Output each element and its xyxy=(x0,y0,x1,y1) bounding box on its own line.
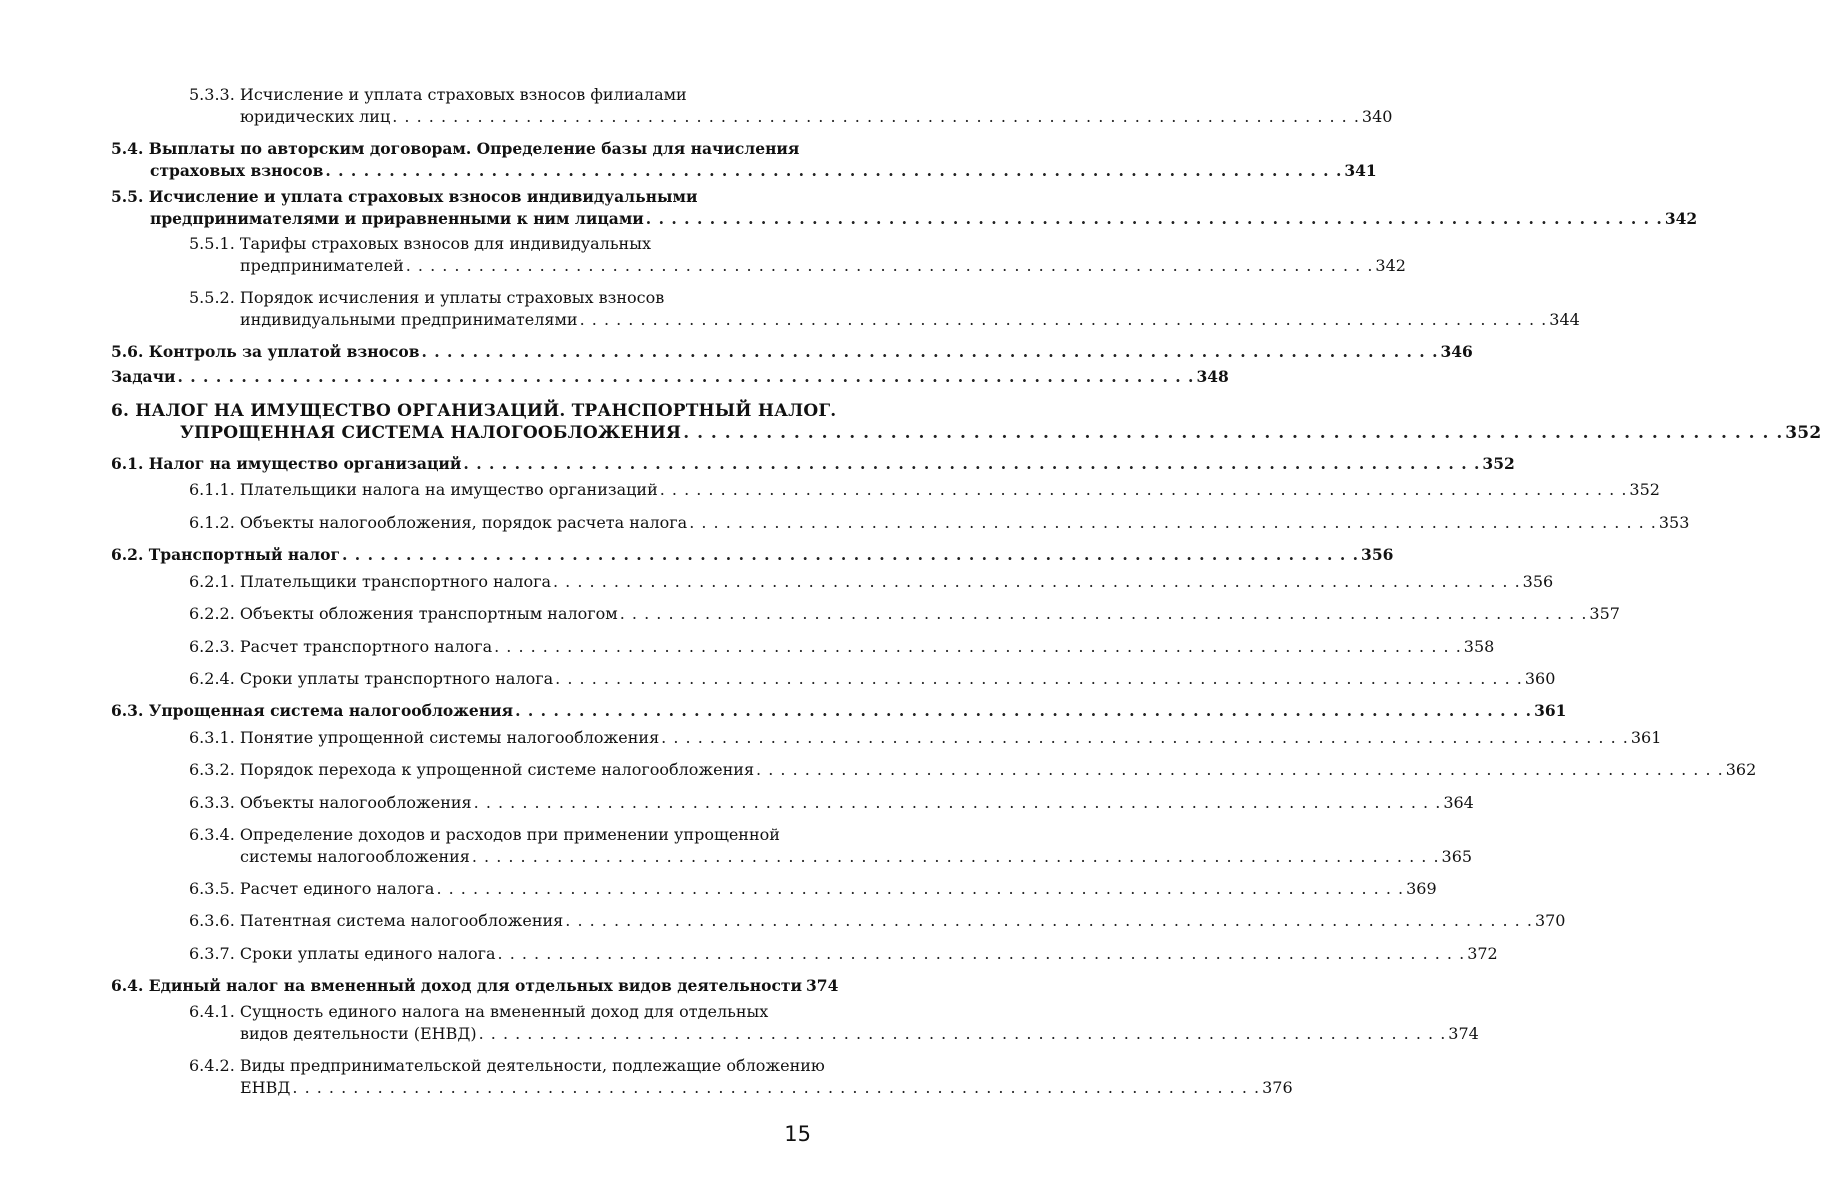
toc-entry-page: 365 xyxy=(1441,847,1473,866)
toc-line-with-page xyxy=(240,106,1393,128)
dot-leader: . . . . . . . . . . . . . . . . . . . . . . . . . . . . . . . . . . . . . . . . . . . . . . . . . . . . . . . . . . . . . . . . . . . . . . . . . . . . . . . . xyxy=(478,1024,1447,1043)
dot-leader: . . . . . . . . . . . . . . . . . . . . . . . . . . . . . . . . . . . . . . . . . . . . . . . . . . . . . . . . . . . . . . . . . . . . . . . . . . . . . . . . xyxy=(494,637,1462,656)
toc-line-with-page xyxy=(189,943,1498,965)
toc-entry-title: 6.4.1. Сущность единого налога на вмененный доход для отдельных xyxy=(189,1002,769,1021)
dot-leader: . . . . . . . . . . . . . . . . . . . . . . . . . . . . . . . . . . . . . . . . . . . . . . . . . . . . . . . . . . . . . . . . . . . . . . . . . . . . . . . . xyxy=(463,454,1481,473)
dot-leader: . . . . . . . . . . . . . . . . . . . . . . . . . . . . . . . . . . . . . . . . . . . . . . . . . . . . . . . . . . . . . . . . . . . . . . . . . . . . . . . . xyxy=(421,342,1439,361)
toc-entry-title: системы налогообложения xyxy=(240,847,470,866)
toc-line-with-page xyxy=(189,512,1690,534)
toc-entry-title: 6.1.1. Плательщики налога на имущество организаций xyxy=(189,480,658,499)
toc-line xyxy=(189,233,651,255)
dot-leader: . . . . . . . . . . . . . . . . . . . . . . . . . . . . . . . . . . . . . . . . . . . . . . . . . . . . . . . . . . . . . . . . . . . . . . . . . . . . . . . . xyxy=(565,911,1533,930)
toc-line xyxy=(111,400,836,422)
dot-leader: . . . . . . . . . . . . . . . . . . . . . . . . . . . . . . . . . . . . . . . . . . . . . . . . . . . . . . . . . . . . . . . . . . . . . . . . . . . . . . . . xyxy=(683,423,1784,443)
toc-entry-page: 348 xyxy=(1196,367,1229,386)
toc-line-with-page xyxy=(180,422,1821,444)
toc-entry-title: видов деятельности (ЕНВД) xyxy=(240,1024,477,1043)
toc-entry-page: 357 xyxy=(1589,604,1620,623)
dot-leader: . . . . . . . . . . . . . . . . . . . . . . . . . . . . . . . . . . . . . . . . . . . . . . . . . . . . . . . . . . . . . . . . . . . . . . . . . . . . . . . . xyxy=(497,944,1466,963)
dot-leader: . . . . . . . . . . . . . . . . . . . . . . . . . . . . . . . . . . . . . . . . . . . . . . . . . . . . . . . . . . . . . . . . . . . . . . . . . . . . . . . . xyxy=(555,669,1523,688)
toc-entry-title: 6.3.1. Понятие упрощенной системы налогообложения xyxy=(189,728,660,747)
toc-entry-page: 352 xyxy=(1482,454,1515,473)
toc-entry-title: страховых взносов xyxy=(150,161,324,180)
dot-leader: . . . . . . . . . . . . . . . . . . . . . . . . . . . . . . . . . . . . . . . . . . . . . . . . . . . . . . . . . . . . . . . . . . . . . . . . . . . . . . . . xyxy=(515,701,1533,720)
dot-leader: . . . . . . . . . . . . . . . . . . . . . . . . . . . . . . . . . . . . . . . . . . . . . . . . . . . . . . . . . . . . . . . . . . . . . . . . . . . . . . . . xyxy=(579,310,1548,329)
toc-entry-page: 352 xyxy=(1629,480,1660,499)
toc-entry-title: 6.2.4. Сроки уплаты транспортного налога xyxy=(189,669,554,688)
toc-entry-page: 352 xyxy=(1785,423,1821,443)
dot-leader: . . . . . . . . . . . . . . . . . . . . . . . . . . . . . . . . . . . . . . . . . . . . . . . . . . . . . . . . . . . . . . . . . . . . . . . . . . . . . . . . xyxy=(473,793,1442,812)
toc-entry-title: 5.3.3. Исчисление и уплата страховых взносов филиалами xyxy=(189,85,687,104)
toc-entry-title: предпринимателей xyxy=(240,256,404,275)
toc-line-with-page xyxy=(111,366,1229,388)
toc-line-with-page xyxy=(189,603,1620,625)
toc-line xyxy=(189,84,687,106)
toc-entry-page: 346 xyxy=(1440,342,1473,361)
toc-entry-title: 6.3. Упрощенная система налогообложения xyxy=(111,701,514,720)
toc-line-with-page xyxy=(111,700,1567,722)
toc-entry-title: УПРОЩЕННАЯ СИСТЕМА НАЛОГООБЛОЖЕНИЯ xyxy=(180,423,682,443)
dot-leader: . . . . . . . . . . . . . . . . . . . . . . . . . . . . . . . . . . . . . . . . . . . . . . . . . . . . . . . . . . . . . . . . . . . . . . . . . . . . . . . . xyxy=(661,728,1629,747)
toc-line xyxy=(189,824,780,846)
dot-leader: . . . . . . . . . . . . . . . . . . . . . . . . . . . . . . . . . . . . . . . . . . . . . . . . . . . . . . . . . . . . . . . . . . . . . . . . . . . . . . . . xyxy=(342,545,1360,564)
toc-line-with-page xyxy=(189,878,1437,900)
toc-entry-page: 342 xyxy=(1664,209,1698,228)
toc-line-with-page xyxy=(150,208,1698,230)
toc-entry-page: 344 xyxy=(1549,310,1580,329)
toc-line xyxy=(189,1001,768,1023)
toc-line-with-page xyxy=(111,341,1473,363)
toc-entry-page: 341 xyxy=(1344,161,1377,180)
dot-leader: . . . . . . . . . . . . . . . . . . . . . . . . . . . . . . . . . . . . . . . . . . . . . . . . . . . . . . . . . . . . . . . . . . . . . . . . . . . . . . . . xyxy=(619,604,1588,623)
toc-entry-page: 376 xyxy=(1262,1078,1293,1097)
toc-line-with-page xyxy=(240,309,1580,331)
toc-entry-title: 6.3.3. Объекты налогообложения xyxy=(189,793,472,812)
toc-entry-title: 6.2.1. Плательщики транспортного налога xyxy=(189,572,551,591)
toc-entry-page: 356 xyxy=(1361,545,1394,564)
toc-entry-page: 360 xyxy=(1524,669,1556,688)
toc-entry-title: 6.3.2. Порядок перехода к упрощенной системе налогообложения xyxy=(189,760,755,779)
toc-entry-page: 374 xyxy=(1448,1024,1479,1043)
toc-entry-title: 6.1.2. Объекты налогообложения, порядок расчета налога xyxy=(189,513,688,532)
toc-entry-title: 6.3.7. Сроки уплаты единого налога xyxy=(189,944,496,963)
toc-entry-title: юридических лиц xyxy=(240,107,391,126)
dot-leader: . . . . . . . . . . . . . . . . . . . . . . . . . . . . . . . . . . . . . . . . . . . . . . . . . . . . . . . . . . . . . . . . . . . . . . . . . . . . . . . . xyxy=(292,1078,1261,1097)
toc-entry-title: 6.4. Единый налог на вмененный доход для отдельных видов деятельности xyxy=(111,976,802,995)
toc-entry-page: 361 xyxy=(1534,701,1567,720)
toc-line-with-page xyxy=(240,1077,1293,1099)
toc-entry-title: 5.4. Выплаты по авторским договорам. Определение базы для начисления xyxy=(111,139,800,158)
dot-leader: . . . . . . . . . . . . . . . . . . . . . . . . . . . . . . . . . . . . . . . . . . . . . . . . . . . . . . . . . . . . . . . . . . . . . . . . . . . . . . . . xyxy=(177,367,1195,386)
toc-entry-page: 342 xyxy=(1375,256,1406,275)
dot-leader: . . . . . . . . . . . . . . . . . . . . . . . . . . . . . . . . . . . . . . . . . . . . . . . . . . . . . . . . . . . . . . . . . . . . . . . . . . . . . . . . xyxy=(659,480,1628,499)
toc-line-with-page xyxy=(150,160,1377,182)
toc-line-with-page xyxy=(240,846,1473,868)
toc-entry-page: 370 xyxy=(1534,911,1566,930)
toc-entry-title: 6.2.3. Расчет транспортного налога xyxy=(189,637,493,656)
dot-leader: . . . . . . . . . . . . . . . . . . . . . . . . . . . . . . . . . . . . . . . . . . . . . . . . . . . . . . . . . . . . . . . . . . . . . . . . . . . . . . . . xyxy=(436,879,1405,898)
toc-entry-title: индивидуальными предпринимателями xyxy=(240,310,578,329)
toc-entry-page: 340 xyxy=(1361,107,1393,126)
toc-line xyxy=(189,1055,825,1077)
toc-line-with-page xyxy=(189,571,1554,593)
toc-line xyxy=(111,138,799,160)
toc-line-with-page xyxy=(189,910,1566,932)
dot-leader: . . . . . . . . . . . . . . . . . . . . . . . . . . . . . . . . . . . . . . . . . . . . . . . . . . . . . . . . . . . . . . . . . . . . . . . . . . . . . . . . xyxy=(689,513,1657,532)
toc-entry-title: 6.1. Налог на имущество организаций xyxy=(111,454,462,473)
dot-leader: . . . . . . . . . . . . . . . . . . . . . . . . . . . . . . . . . . . . . . . . . . . . . . . . . . . . . . . . . . . . . . . . . . . . . . . . . . . . . . . . xyxy=(471,847,1440,866)
dot-leader: . . . . . . . . . . . . . . . . . . . . . . . . . . . . . . . . . . . . . . . . . . . . . . . . . . . . . . . . . . . . . . . . . . . . . . . . . . . . . . . . xyxy=(553,572,1521,591)
toc-entry-title: 6.3.6. Патентная система налогообложения xyxy=(189,911,564,930)
toc-line xyxy=(189,287,664,309)
toc-entry-page: 369 xyxy=(1406,879,1437,898)
toc-entry-title: ЕНВД xyxy=(240,1078,291,1097)
toc-line-with-page xyxy=(189,636,1495,658)
toc-entry-title: предпринимателями и приравненными к ним лицами xyxy=(150,209,644,228)
toc-line-with-page xyxy=(189,727,1662,749)
toc-entry-title: 6.2.2. Объекты обложения транспортным налогом xyxy=(189,604,618,623)
toc-entry-title: 6.3.4. Определение доходов и расходов при применении упрощенной xyxy=(189,825,780,844)
toc-line-with-page xyxy=(240,1023,1479,1045)
page-number: 15 xyxy=(784,1122,811,1146)
toc-entry-page: 364 xyxy=(1443,793,1474,812)
toc-entry-page: 356 xyxy=(1522,572,1554,591)
toc-entry-page: 372 xyxy=(1467,944,1498,963)
toc-line-with-page xyxy=(111,544,1394,566)
toc-entry-title: 5.6. Контроль за уплатой взносов xyxy=(111,342,420,361)
toc-entry-title: 6.3.5. Расчет единого налога xyxy=(189,879,435,898)
toc-entry-page: 353 xyxy=(1658,513,1690,532)
toc-entry-title: 6.4.2. Виды предпринимательской деятельности, подлежащие обложению xyxy=(189,1056,825,1075)
toc-line-with-page xyxy=(189,668,1556,690)
dot-leader: . . . . . . . . . . . . . . . . . . . . . . . . . . . . . . . . . . . . . . . . . . . . . . . . . . . . . . . . . . . . . . . . . . . . . . . . . . . . . . . . xyxy=(325,161,1343,180)
toc-line-with-page xyxy=(189,759,1757,781)
toc-line xyxy=(111,186,697,208)
toc-entry-page: 358 xyxy=(1463,637,1495,656)
dot-leader: . . . . . . . . . . . . . . . . . . . . . . . . . . . . . . . . . . . . . . . . . . . . . . . . . . . . . . . . . . . . . . . . . . . . . . . . . . . . . . . . xyxy=(405,256,1374,275)
toc-entry-title: Задачи xyxy=(111,367,176,386)
toc-entry-title: 6. НАЛОГ НА ИМУЩЕСТВО ОРГАНИЗАЦИЙ. ТРАНСПОРТНЫЙ НАЛОГ. xyxy=(111,401,837,421)
toc-entry-page: 362 xyxy=(1725,760,1757,779)
toc-entry-title: 5.5.2. Порядок исчисления и уплаты страховых взносов xyxy=(189,288,665,307)
toc-entry-title: 6.2. Транспортный налог xyxy=(111,545,341,564)
toc-entry-title: 5.5. Исчисление и уплата страховых взносов индивидуальными xyxy=(111,187,698,206)
dot-leader: . . . . . . . . . . . . . . . . . . . . . . . . . . . . . . . . . . . . . . . . . . . . . . . . . . . . . . . . . . . . . . . . . . . . . . . . . . . . . . . . xyxy=(392,107,1360,126)
dot-leader: . . . . . . . . . . . . . . . . . . . . . . . . . . . . . . . . . . . . . . . . . . . . . . . . . . . . . . . . . . . . . . . . . . . . . . . . . . . . . . . . xyxy=(645,209,1663,228)
dot-leader: . . . . . . . . . . . . . . . . . . . . . . . . . . . . . . . . . . . . . . . . . . . . . . . . . . . . . . . . . . . . . . . . . . . . . . . . . . . . . . . . xyxy=(756,760,1724,779)
toc-line-with-page xyxy=(189,792,1474,814)
toc-line-with-page xyxy=(111,975,839,997)
toc-entry-page: 374 xyxy=(806,976,839,995)
toc-line-with-page xyxy=(111,453,1515,475)
toc-line-with-page xyxy=(189,479,1660,501)
toc-entry-title: 5.5.1. Тарифы страховых взносов для индивидуальных xyxy=(189,234,651,253)
toc-line-with-page xyxy=(240,255,1406,277)
toc-entry-page: 361 xyxy=(1630,728,1662,747)
